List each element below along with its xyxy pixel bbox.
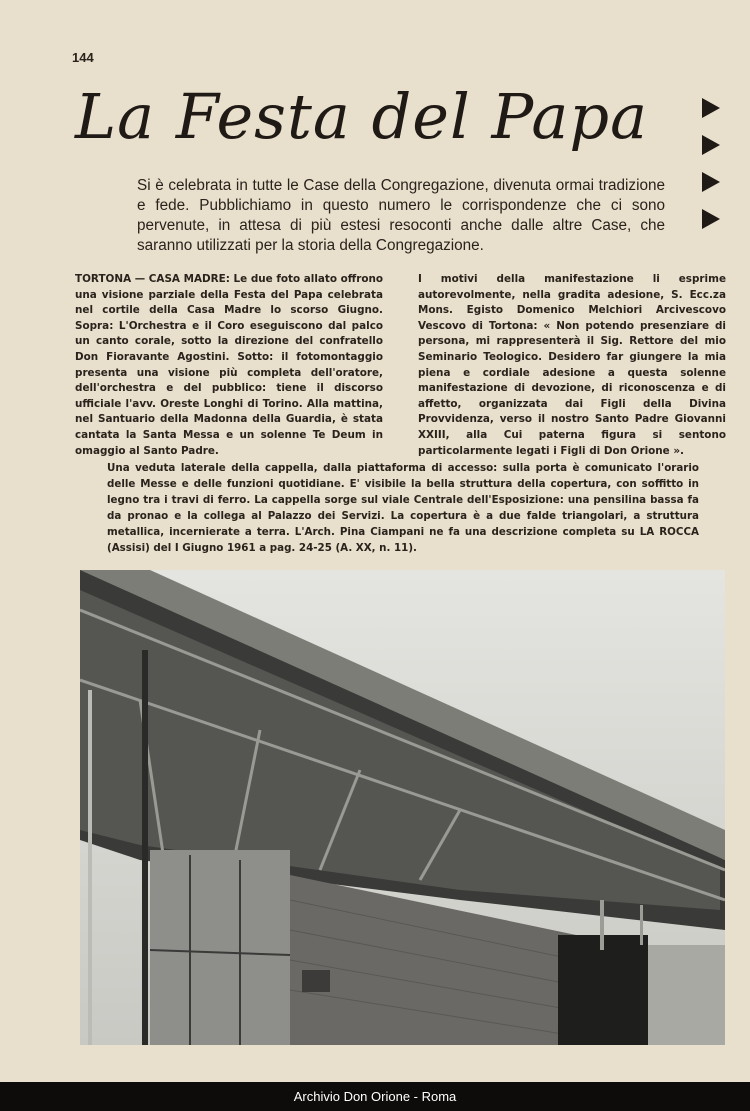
intro-paragraph: Si è celebrata in tutte le Case della Congregazione, divenuta ormai tradizione e fede. Pubblichiamo in questo numero le corrispondenze che ci sono pervenute, in attesa di più estesi resoconti anche dalle altre Case, che saranno utilizzati per la storia della Congregazione.: [137, 177, 665, 254]
photo-caption: Una veduta laterale della cappella, dalla piattaforma di accesso: sulla porta è comunicato l'orario delle Messe e delle funzioni quotidiane. E' visibile la bella struttura della copertura, con soffitto in legno tra i travi di ferro. La cappella sorge sul viale Centrale dell'Esposizione: una pensilina bassa fa da pronao e la collega al Palazzo dei Servizi. La copertura è a due falde triangolari, a struttura metallica, incernierate a terra. L'Arch. Pina Ciampani ne fa una descrizione completa su LA ROCCA (Assisi) del I Giugno 1961 a pag. 24-25 (A. XX, n. 11).: [107, 462, 699, 554]
page-number: 144: [72, 50, 94, 65]
arrow-right-icon: [702, 209, 720, 229]
archive-footer: Archivio Don Orione - Roma: [0, 1082, 750, 1111]
page-title: La Festa del Papa: [75, 80, 649, 153]
arrow-right-icon: [702, 172, 720, 192]
right-column-text: I motivi della manifestazione li esprime autorevolmente, nella gradita adesione, S. Ecc.za Mons. Egisto Domenico Melchiori Arcivescovo Vescovo di Tortona: « Non potendo presenziare di persona, mi rappresenterà il Sig. Rettore del mio Seminario Teologico. Desidero far giungere la mia piena e cordiale adesione a questa solenne manifestazione di devozione, di riconoscenza e di affetto, organizzata dai Figli della Divina Provvidenza, verso il nostro Santo Padre Giovanni XXIII, alla Cui paterna figura si sentono particolarmente legati i Figli di Don Orione ».: [418, 273, 726, 457]
margin-arrows: [702, 98, 732, 246]
arrow-right-icon: [702, 135, 720, 155]
chapel-photo-drawing: [80, 570, 725, 1045]
arrow-right-icon: [702, 98, 720, 118]
left-column-text: TORTONA — CASA MADRE: Le due foto allato offrono una visione parziale della Festa del Papa celebrata nel cortile della Casa Madre lo scorso Giugno. Sopra: L'Orchestra e il Coro eseguiscono dal palco un canto corale, sotto la direzione del confratello Don Fioravante Agostini. Sotto: il fotomontaggio presenta una visione più completa dell'oratore, dell'orchestra e del pubblico: tiene il discorso ufficiale l'avv. Oreste Longhi di Torino. Alla mattina, nel Santuario della Madonna della Guardia, è stata cantata la Santa Messa e un solenne Te Deum in omaggio al Santo Padre.: [75, 273, 383, 457]
chapel-photo: [80, 570, 725, 1045]
